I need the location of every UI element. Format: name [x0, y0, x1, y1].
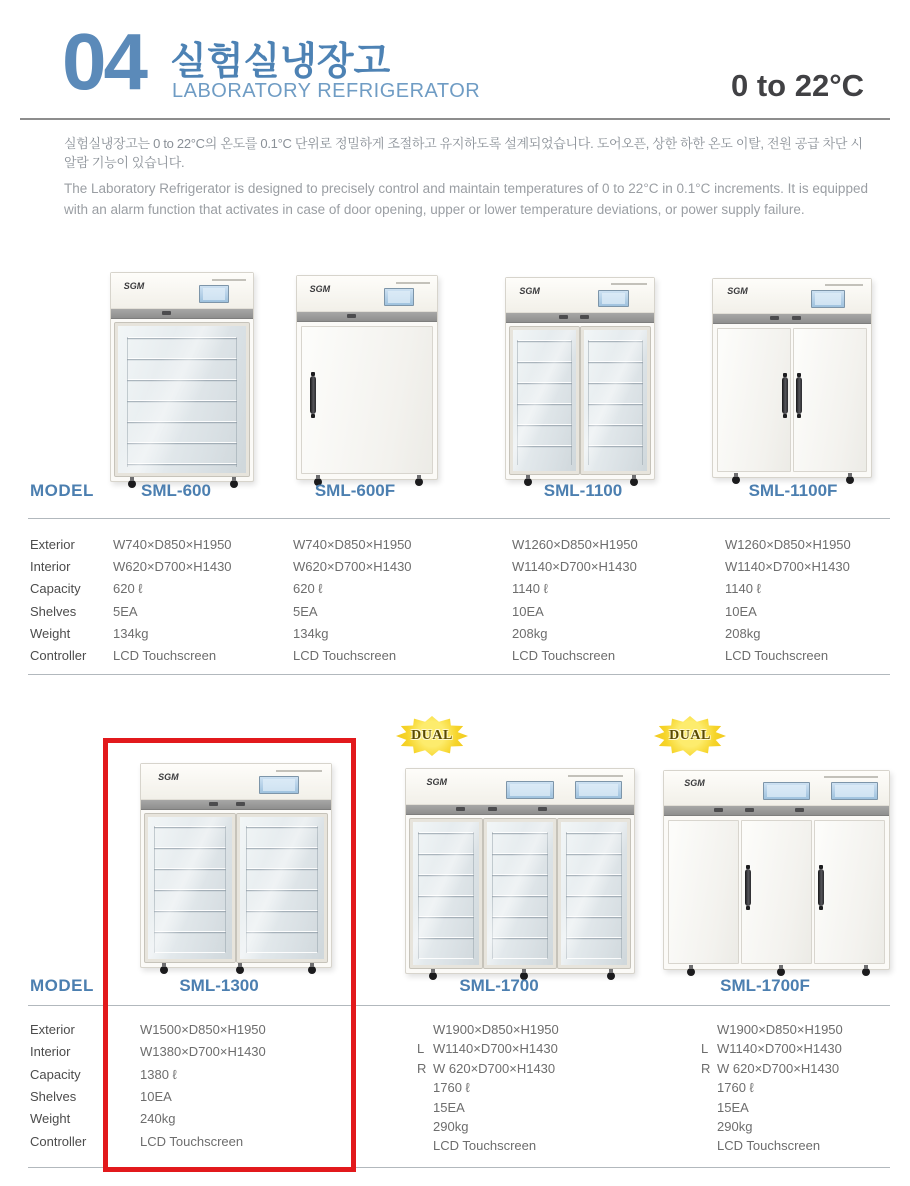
model-name: SML-1100F	[748, 481, 838, 500]
header-divider	[20, 118, 890, 120]
interior-side-label: R	[701, 1060, 711, 1076]
solid-door	[741, 820, 812, 964]
glass-door	[558, 819, 630, 968]
spec-value: W620×D700×H1430	[113, 559, 232, 575]
spec-value: 1760 ℓ	[717, 1080, 754, 1096]
door-area	[406, 815, 634, 973]
door-lock-icon	[488, 807, 497, 811]
hinge-band	[506, 313, 654, 323]
model-name: SML-1300	[179, 976, 259, 995]
spec-value: 1380 ℓ	[140, 1066, 177, 1082]
spec-value: W 620×D700×H1430 R	[417, 1060, 556, 1076]
product-image-sml-600f	[296, 275, 438, 480]
spec-value: 290kg	[717, 1119, 753, 1134]
description-block	[64, 133, 869, 221]
spec-value: 1140 ℓ	[725, 581, 761, 597]
spec-value: 5EA	[293, 603, 318, 619]
spec-value: LCD Touchscreen	[113, 648, 217, 663]
spec-value: W1140×D700×H1430	[512, 559, 637, 575]
fridge-top-panel	[713, 279, 871, 314]
spec-value: 620 ℓ	[113, 581, 143, 597]
door-area	[664, 816, 889, 969]
model-decal	[824, 776, 878, 778]
page-title-english: LABORATORY REFRIGERATOR	[172, 80, 481, 102]
spec-value: 620 ℓ	[293, 581, 323, 597]
lcd-display-icon	[384, 288, 414, 306]
page-title-korean: 실험실냉장고	[170, 41, 391, 83]
spec-value: 10EA	[512, 603, 544, 619]
spec-value: 134kg	[293, 625, 329, 641]
spec-value: 208kg	[725, 625, 761, 641]
solid-door	[814, 820, 885, 964]
door-lock-icon	[795, 808, 804, 812]
spec-label-exterior: Exterior	[30, 1022, 75, 1037]
hinge-band	[664, 806, 889, 816]
model-decal	[568, 775, 623, 777]
spec-value: W1260×D850×H1950	[725, 537, 851, 552]
spec-label-capacity: Capacity	[30, 1066, 81, 1082]
model-name: SML-600	[141, 481, 211, 500]
spec-value: 208kg	[512, 625, 548, 641]
caster-wheel-icon	[777, 968, 785, 976]
spec-value: W 620×D700×H1430 R	[701, 1060, 840, 1076]
model-decal	[825, 284, 863, 286]
spec-label-shelves: Shelves	[30, 1088, 77, 1104]
caster-wheel-icon	[862, 968, 870, 976]
spec-label-weight: Weight	[30, 625, 71, 641]
spec-value: LCD Touchscreen	[140, 1133, 244, 1149]
door-handle-icon	[310, 376, 316, 414]
hinge-band	[297, 312, 437, 322]
hinge-band	[713, 314, 871, 324]
lcd-display-icon	[763, 782, 810, 799]
solid-door	[668, 820, 739, 964]
glass-door	[484, 819, 556, 968]
lcd-display-icon	[598, 290, 630, 308]
glass-door	[510, 327, 579, 474]
section-number: 04	[62, 17, 145, 106]
glass-reflection	[561, 822, 627, 965]
door-area	[506, 323, 654, 479]
description-english: The Laboratory Refrigerator is designed to precisely control and maintain temperatures of 0 to 22°C in 0.1°C increments. It is equipped with an alarm function that activates in case of door opening, upper or lower temperature deviations, or power supply failure.	[64, 181, 868, 218]
door-lock-icon	[162, 311, 171, 315]
spec-label-weight: Weight	[30, 1111, 71, 1127]
brand-logo: SGM	[426, 776, 448, 787]
door-area	[297, 322, 437, 480]
model-row-divider	[28, 518, 890, 519]
glass-reflection	[413, 822, 479, 965]
spec-value: W1380×D700×H1430	[140, 1044, 266, 1060]
door-lock-icon	[792, 316, 801, 320]
interior-side-label: R	[417, 1060, 427, 1076]
spec-value: 5EA	[113, 603, 138, 619]
fridge-top-panel	[111, 273, 253, 309]
fridge-top-panel	[297, 276, 437, 312]
spec-value: W1140×D700×H1430	[725, 559, 850, 575]
spec-label-capacity: Capacity	[30, 581, 81, 597]
solid-door	[717, 328, 791, 472]
spec-value: W620×D700×H1430	[293, 559, 412, 575]
highlight-box	[103, 738, 356, 1172]
door-handle-icon	[745, 869, 751, 906]
solid-door	[793, 328, 867, 472]
door-lock-icon	[456, 807, 465, 811]
spec-value: LCD Touchscreen	[725, 648, 829, 663]
spec-value: 10EA	[140, 1088, 172, 1104]
model-name: SML-1700	[459, 976, 539, 995]
product-image-sml-1700	[405, 768, 635, 974]
spec-value: 15EA	[433, 1099, 465, 1115]
lcd-display-icon	[831, 782, 878, 799]
spec-label-exterior: Exterior	[30, 537, 75, 552]
dual-badge-label: DUAL	[669, 728, 711, 743]
hinge-band	[111, 309, 253, 319]
spec-value: 10EA	[725, 603, 757, 619]
door-lock-icon	[580, 315, 589, 319]
product-image-sml-1100	[505, 277, 655, 480]
solid-door	[301, 326, 433, 475]
temperature-range: 0 to 22°C	[731, 68, 864, 103]
spec-label-interior: Interior	[30, 1044, 71, 1060]
spec-value: LCD Touchscreen	[717, 1138, 821, 1154]
door-lock-icon	[770, 316, 779, 320]
door-handle-icon	[796, 377, 802, 414]
glass-reflection	[584, 330, 647, 471]
spec-label-interior: Interior	[30, 559, 71, 575]
door-lock-icon	[745, 808, 754, 812]
spec-value: W1900×D850×H1950	[433, 1022, 559, 1037]
spec-value: W1140×D700×H1430 L	[417, 1041, 558, 1057]
spec-value: W1140×D700×H1430 L	[701, 1041, 842, 1057]
spec-value: LCD Touchscreen	[293, 648, 397, 663]
spec-value: W740×D850×H1950	[293, 537, 412, 552]
product-image-sml-600	[110, 272, 254, 482]
spec-value: W1500×D850×H1950	[140, 1022, 266, 1037]
spec-label-controller: Controller	[30, 1133, 87, 1149]
brand-logo: SGM	[727, 286, 748, 297]
spec-value: LCD Touchscreen	[433, 1138, 537, 1154]
spec-value: 1760 ℓ	[433, 1080, 470, 1096]
model-column-header: MODEL	[30, 481, 94, 500]
door-handle-icon	[782, 377, 788, 414]
model-name: SML-1100	[543, 481, 623, 500]
spec-value: W740×D850×H1950	[113, 537, 232, 552]
fridge-top-panel	[506, 278, 654, 313]
table-bottom-divider	[28, 674, 890, 675]
spec-value: W1900×D850×H1950	[717, 1022, 843, 1037]
glass-door	[581, 327, 650, 474]
lcd-display-icon	[811, 290, 845, 307]
glass-reflection	[487, 822, 553, 965]
door-area	[713, 324, 871, 477]
model-decal	[611, 283, 647, 285]
model-decal	[396, 282, 430, 284]
fridge-top-panel	[406, 769, 634, 805]
spec-value: W1260×D850×H1950	[512, 537, 638, 552]
brand-logo: SGM	[684, 778, 705, 789]
description-korean: 실험실냉장고는 0 to 22°C의 온도를 0.1°C 단위로 정밀하게 조절하고 유지하도록 설계되었습니다. 도어오픈, 상한 하한 온도 이탈, 전원 공급 차단 시 알람 기능이 있습니다.	[64, 136, 863, 170]
lcd-display-icon	[506, 781, 554, 799]
brand-logo: SGM	[158, 771, 179, 782]
brand-logo: SGM	[519, 285, 540, 296]
spec-value: 1140 ℓ	[512, 581, 548, 597]
door-lock-icon	[559, 315, 568, 319]
caster-wheel-icon	[687, 968, 695, 976]
product-image-sml-1100f	[712, 278, 872, 478]
model-name: SML-600F	[314, 481, 396, 500]
dual-badge	[654, 716, 726, 756]
brand-logo: SGM	[309, 283, 331, 294]
door-handle-icon	[818, 869, 824, 906]
spec-value: 15EA	[717, 1099, 749, 1115]
brand-logo: SGM	[123, 280, 145, 291]
spec-value: LCD Touchscreen	[512, 648, 616, 663]
product-image-sml-1700f	[663, 770, 890, 970]
lcd-display-icon	[575, 781, 623, 799]
interior-side-label: L	[701, 1041, 709, 1057]
spec-value: 240kg	[140, 1111, 176, 1127]
door-lock-icon	[538, 807, 547, 811]
dual-badge	[396, 716, 468, 756]
spec-value: 134kg	[113, 625, 149, 641]
model-column-header: MODEL	[30, 976, 94, 995]
model-decal	[212, 279, 246, 281]
spec-label-shelves: Shelves	[30, 603, 77, 619]
model-name: SML-1700F	[720, 976, 810, 995]
glass-door	[410, 819, 482, 968]
fridge-top-panel	[664, 771, 889, 806]
glass-door	[115, 323, 249, 476]
door-area	[111, 319, 253, 481]
glass-reflection	[513, 330, 576, 471]
dual-badge-label: DUAL	[411, 728, 453, 743]
hinge-band	[406, 805, 634, 815]
door-lock-icon	[347, 314, 356, 318]
spec-label-controller: Controller	[30, 648, 87, 663]
interior-side-label: L	[417, 1041, 425, 1057]
caster-wheel-icon	[607, 972, 615, 980]
door-lock-icon	[714, 808, 723, 812]
spec-value: 290kg	[433, 1119, 469, 1134]
lcd-display-icon	[199, 285, 229, 303]
glass-reflection	[118, 326, 246, 473]
